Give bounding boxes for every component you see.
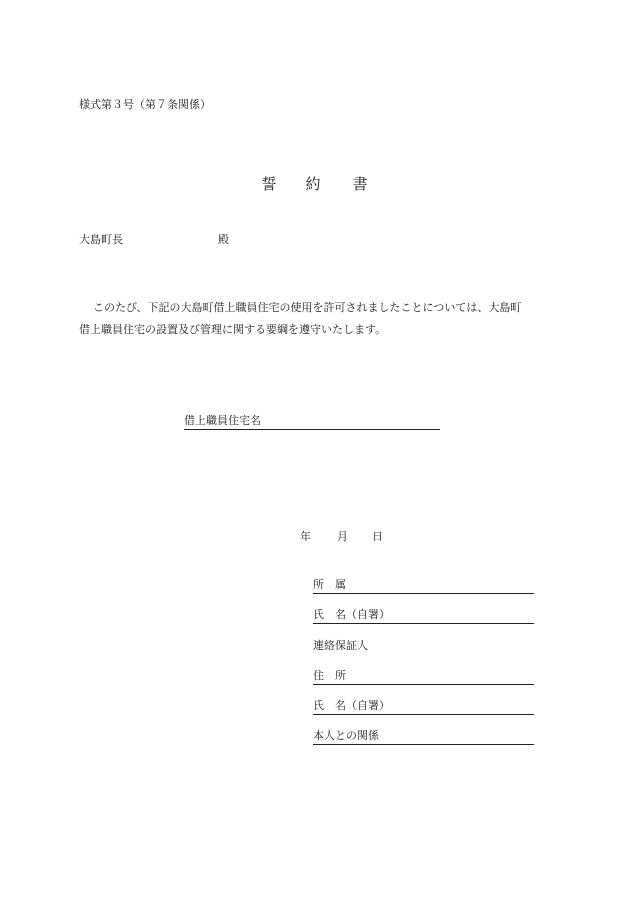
body-text-line-2: 借上職員住宅の設置及び管理に関する要綱を遵守いたします。 xyxy=(79,323,387,336)
addressee-name: 大島町長 xyxy=(79,233,123,246)
guarantor-signature-field[interactable] xyxy=(313,699,534,715)
date-year-label: 年 xyxy=(300,530,311,543)
title-char-1: 誓 xyxy=(261,175,277,193)
relationship-field[interactable] xyxy=(313,729,534,745)
applicant-signature-field[interactable] xyxy=(313,608,534,624)
housing-name-field[interactable] xyxy=(184,414,440,430)
title-char-2: 約 xyxy=(305,175,321,193)
addressee-honorific: 殿 xyxy=(218,233,229,246)
guarantor-name-label: 氏 名（自署） xyxy=(313,699,390,712)
housing-name-label: 借上職員住宅名 xyxy=(184,414,261,427)
guarantor-heading: 連絡保証人 xyxy=(313,639,368,652)
form-number: 様式第３号（第７条関係） xyxy=(79,98,211,111)
affiliation-field[interactable] xyxy=(313,578,534,594)
document-title xyxy=(0,175,630,195)
body-text-line-1: このたび、下記の大島町借上職員住宅の使用を許可されましたことについては、大島町 xyxy=(93,301,522,314)
date-month-label: 月 xyxy=(337,530,348,543)
title-char-3: 書 xyxy=(352,175,368,193)
affiliation-label: 所 属 xyxy=(313,578,346,591)
applicant-name-label: 氏 名（自署） xyxy=(313,608,390,621)
address-label: 住 所 xyxy=(313,669,346,682)
date-day-label: 日 xyxy=(372,530,383,543)
guarantor-address-field[interactable] xyxy=(313,669,534,685)
relationship-label: 本人との関係 xyxy=(313,729,379,742)
